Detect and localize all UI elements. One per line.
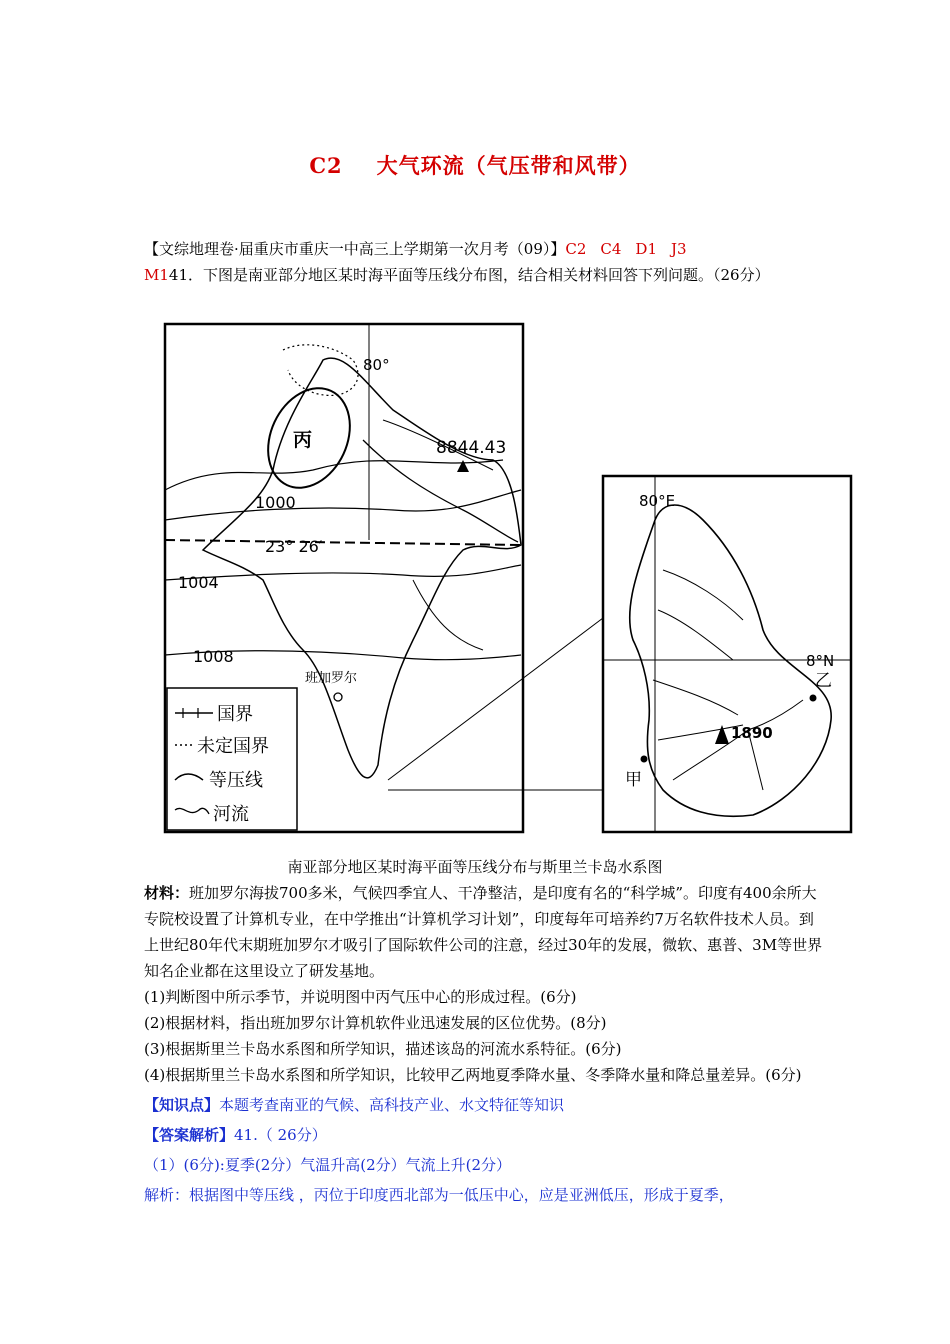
isobar-1008-label: 1008 <box>193 647 234 666</box>
question-body <box>144 880 824 1208</box>
knowledge-point <box>144 1092 824 1118</box>
peak-triangle <box>457 460 469 472</box>
analysis <box>144 1182 824 1208</box>
site-b-marker <box>810 695 817 702</box>
section-code: C2 <box>309 153 343 178</box>
page-title <box>0 150 950 180</box>
site-a-label: 甲 <box>625 770 642 790</box>
lon-80e-label: 80°E <box>639 492 676 510</box>
srilanka-map <box>603 476 851 832</box>
question-source <box>144 236 824 288</box>
legend-undefined-border: 未定国界 <box>197 736 269 757</box>
material-paragraph <box>144 880 824 984</box>
city-marker <box>334 693 342 701</box>
site-a-marker <box>641 756 648 763</box>
question-intro: 41．下图是南亚部分地区某时海平面等压线分布图，结合相关材料回答下列问题。（26分） <box>168 266 770 284</box>
city-label: 班加罗尔 <box>305 671 358 686</box>
isobar-1004-label: 1004 <box>178 573 219 592</box>
source-bracket: 【文综地理卷·届重庆市重庆一中高三上学期第一次月考（09）】 <box>144 240 566 258</box>
lat-8n-label: 8°N <box>806 652 835 670</box>
legend-border: 国界 <box>217 704 253 725</box>
legend-isobar: 等压线 <box>209 770 263 791</box>
isobar-1000-label: 1000 <box>255 493 296 512</box>
question-2: (2)根据材料，指出班加罗尔计算机软件业迅速发展的区位优势。(8分) <box>144 1014 607 1032</box>
code-c2: C2 <box>565 240 587 258</box>
code-j3: J3 <box>671 240 687 258</box>
india-map <box>165 324 523 832</box>
knowledge-label: 【知识点】 <box>144 1096 220 1114</box>
answer-label: 【答案解析】 <box>144 1126 235 1144</box>
section-title: 大气环流（气压带和风带） <box>376 153 641 178</box>
question-3: (3)根据斯里兰卡岛水系图和所学知识，描述该岛的河流水系特征。(6分) <box>144 1040 622 1058</box>
material-text: 班加罗尔海拔700多米，气候四季宜人、干净整洁，是印度有名的“科学城”。印度有400余所大专院校设置了计算机专业，在中学推出“计算机学习计划”，印度每年可培养约7万名软件技术人员。到上世纪80年代末期班加罗尔才吸引了国际软件公司的注意，经过30年的发展，微软、惠普、3M等世界知名企业都在这里设立了研发基地。 <box>144 884 823 980</box>
map-figure <box>163 320 853 840</box>
question-1: (1)判断图中所示季节，并说明图中丙气压中心的形成过程。(6分) <box>144 988 577 1006</box>
peak-1890-label: 1890 <box>731 724 773 742</box>
code-c4: C4 <box>600 240 622 258</box>
lon-label: 80° <box>363 356 390 374</box>
code-d1: D1 <box>635 240 657 258</box>
low-pressure-label: 丙 <box>293 429 313 451</box>
knowledge-codes <box>565 240 686 258</box>
answer-header <box>144 1122 824 1148</box>
peak-label: 8844.43 <box>436 438 507 458</box>
question-code: M1 <box>144 266 169 284</box>
analysis-text: 根据图中等压线 ，丙位于印度西北部为一低压中心，应是亚洲低压，形成于夏季， <box>189 1186 734 1204</box>
answer-1: （1）(6分):夏季(2分）气温升高(2分）气流上升(2分） <box>144 1156 512 1174</box>
question-4: (4)根据斯里兰卡岛水系图和所学知识，比较甲乙两地夏季降水量、冬季降水量和降总量差异。(6分) <box>144 1066 802 1084</box>
tropic-label: 23° 26′ <box>265 537 323 556</box>
map-legend <box>167 688 297 830</box>
material-label: 材料： <box>144 884 190 902</box>
site-b-label: 乙 <box>815 671 832 691</box>
figure-caption: 南亚部分地区某时海平面等压线分布与斯里兰卡岛水系图 <box>287 858 663 876</box>
answer-text: 41.（ 26分） <box>234 1126 327 1144</box>
analysis-label: 解析： <box>144 1186 190 1204</box>
knowledge-text: 本题考查南亚的气候、高科技产业、水文特征等知识 <box>219 1096 565 1114</box>
legend-river: 河流 <box>213 804 249 825</box>
